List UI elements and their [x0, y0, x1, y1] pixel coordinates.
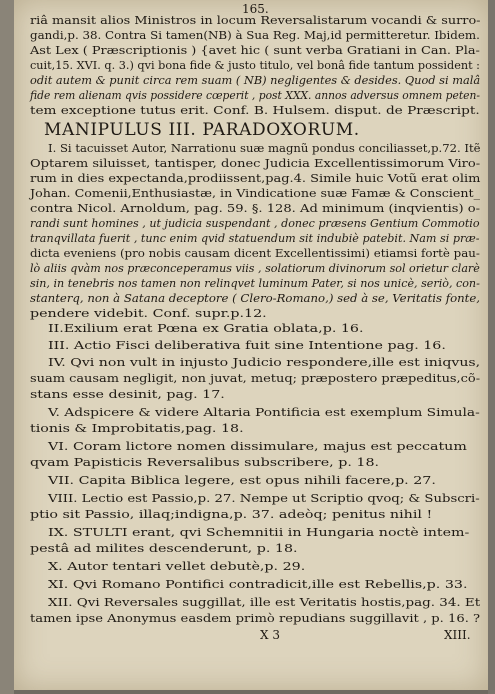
text-line: IV. Qvi non vult in injusto Judicio respondere,ille est iniqvus, — [48, 355, 481, 369]
text-line: tranqvillata fuerit , tunc enim qvid statuendum sit indubiè patebit. Nam si præ- — [30, 231, 480, 245]
text-line: II.Exilium erat Pœna ex Gratia oblata,p. 16. — [48, 321, 364, 335]
text-line: VIII. Lectio est Passio,p. 27. Nempe ut Scriptio qvoq; & Subscri- — [48, 491, 480, 505]
text-line: VI. Coram lictore nomen dissimulare, majus est peccatum — [48, 439, 467, 453]
text-line: dicta eveniens (pro nobis causam dicent Excellentissimi) etiamsi fortè pau- — [30, 246, 480, 260]
text-line: sin, in tenebris nos tamen non relinqvet luminum Pater, si nos unicè, seriò, con- — [30, 276, 480, 290]
text-line: XI. Qvi Romano Pontifici contradicit,ille est Rebellis,p. 33. — [48, 577, 468, 591]
text-line: randi sunt homines , ut judicia suspendant , donec præsens Gentium Commotio — [30, 216, 480, 230]
text-line: VII. Capita Biblica legere, est opus nihili facere,p. 27. — [48, 473, 436, 487]
page-number: 165. — [242, 2, 269, 16]
right-page-edge — [488, 0, 495, 694]
text-line: cuit,15. XVI. q. 3.) qvi bona fide & justo titulo, vel bonâ fide tantum possident : — [30, 58, 480, 72]
text-line: riâ mansit alios Ministros in locum Reversalistarum vocandi & surro- — [30, 13, 481, 27]
text-line: Johan. Comenii,Enthusiastæ, in Vindicatione suæ Famæ & Conscient_ — [30, 186, 480, 200]
text-line: tem exceptione tutus erit. Conf. B. Hulsem. disput. de Præscript. — [30, 103, 480, 117]
text-line: V. Adspicere & videre Altaria Pontificia est exemplum Simula- — [48, 405, 480, 419]
text-line: stanterq, non à Satana deceptore ( Clero-Romano,) sed à se, Veritatis fonte, — [30, 291, 481, 305]
text-line: stans esse desinit, pag. 17. — [30, 387, 225, 401]
text-line: lò aliis qvàm nos præconceperamus viis , solatiorum divinorum sol orietur clarè — [30, 261, 480, 275]
text-line: rum in dies expectanda,prodiissent,pag.4. Simile huic Votũ erat olim — [30, 171, 481, 185]
text-line: III. Actio Fisci deliberativa fuit sine Intentione pag. 16. — [48, 338, 446, 352]
text-line: fide rem alienam qvis possidere cœperit , post XXX. annos adversus omnem peten- — [30, 88, 480, 102]
text-line: tionis & Improbitatis,pag. 18. — [30, 421, 244, 435]
text-line: I. Si tacuisset Autor, Narrationu suæ magnũ pondus conciliasset,p.72. Itẽ — [48, 141, 481, 155]
text-line: pendere videbit. Conf. supr.p.12. — [30, 306, 267, 320]
text-line: pestâ ad milites descenderunt, p. 18. — [30, 541, 298, 555]
text-line: Optarem siluisset, tantisper, donec Judicia Excellentissimorum Viro- — [30, 156, 481, 170]
left-page-edge — [0, 0, 14, 694]
text-line: X. Autor tentari vellet debutè,p. 29. — [48, 559, 306, 573]
book-page — [14, 0, 488, 690]
text-line: XII. Qvi Reversales suggillat, ille est Veritatis hostis,pag. 34. Et — [48, 595, 481, 609]
text-line: contra Nicol. Arnoldum, pag. 59. §. 128. Ad minimum (inqvientis) o- — [30, 201, 481, 215]
signature-mark: X 3 — [260, 628, 280, 642]
text-line: Ast Lex ( Præscriptionis ) {avet hic ( sunt verba Gratiani in Can. Pla- — [30, 43, 480, 57]
text-line: odit autem & punit circa rem suam ( NB) negligentes & desides. Quod si malâ — [30, 73, 481, 87]
text-line: qvam Papisticis Reversalibus subscribere, p. 18. — [30, 455, 380, 469]
text-line: gandi,p. 38. Contra Si tamen(NB) à Sua Reg. Maj,id permitteretur. Ibidem. — [30, 28, 480, 42]
text-line: ptio sit Passio, illaq;indigna,p. 37. adeòq; penitus nihil ! — [30, 507, 433, 521]
text-line: IX. STULTI erant, qvi Schemnitii in Hungaria noctè intem- — [48, 525, 470, 539]
text-line: tamen ipse Anonymus easdem primò repudians suggillavit , p. 16. ? — [30, 611, 481, 625]
section-heading: MANIPULUS III. PARADOXORUM. — [44, 120, 360, 140]
text-line: suam causam negligit, non juvat, metuq; præpostero præpeditus,cõ- — [30, 371, 481, 385]
catchword: XIII. — [444, 628, 471, 642]
